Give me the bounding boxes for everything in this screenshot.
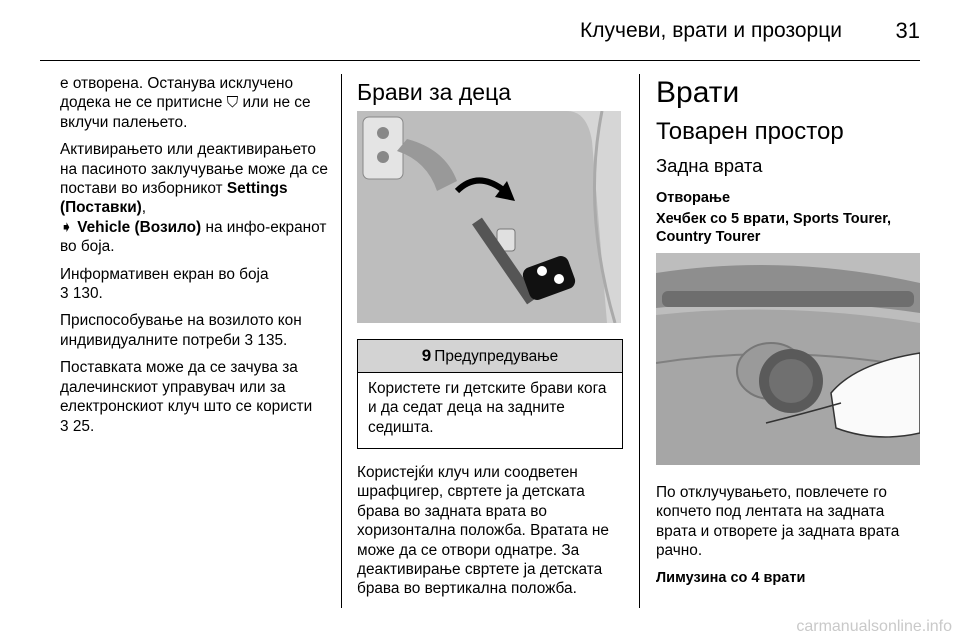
warning-header (358, 340, 622, 373)
warning-title: Предупредување (434, 348, 559, 365)
child-lock-illustration (357, 111, 621, 323)
page-reference: 3 130. (60, 285, 103, 303)
paragraph: По отклучувањето, повлечете го копчето под лентата на задната врата и отворете ја задната врата рачно. (656, 484, 900, 560)
tailgate-drawing (656, 253, 920, 465)
menu-vehicle: Vehicle (Возило) (77, 218, 202, 236)
paragraph (60, 311, 332, 350)
text: Информативен екран во боја (60, 265, 269, 283)
paragraph (60, 265, 332, 304)
child-lock-drawing (357, 111, 621, 323)
page-number: 31 (895, 18, 920, 43)
paragraph (60, 140, 332, 256)
chapter-title: Клучеви, врати и прозорци (580, 19, 842, 42)
tailgate-illustration (656, 253, 920, 465)
text: на инфо-екранот во боја. (60, 218, 327, 256)
column-divider-left (341, 74, 342, 608)
page-reference: 3 135. (244, 331, 288, 349)
header-divider (40, 60, 920, 61)
paragraph: Користејќи клуч или соодветен шрафцигер, свртете ја детската брава во задната врата во хоризонтална положба. Вратата не може да се отвори однатре. За деактивирање свртете ја детската брава во вертикална положба. (357, 464, 609, 598)
section-heading: Врати (656, 76, 740, 109)
paragraph (60, 358, 332, 436)
text: Активирањето или деактивирањето на пасиното заклучување може да се постави во изборникот (60, 141, 328, 198)
variant-heading: Лимузина со 4 врати (656, 569, 806, 586)
page-reference: 3 25. (60, 417, 95, 435)
subsection-heading: Товарен простор (656, 118, 844, 145)
middle-column-body (357, 463, 629, 607)
text: , (141, 199, 147, 217)
subsubsection-heading: Задна врата (656, 155, 763, 176)
warning-box (357, 339, 623, 449)
right-column-body (656, 483, 922, 589)
right-column (656, 74, 922, 249)
text: Приспособување на возилото кон индивидуалните потреби (60, 312, 302, 349)
warning-icon: 9 (421, 346, 432, 365)
topic-heading: Отворање (656, 190, 731, 206)
left-column (60, 74, 332, 444)
menu-settings: Settings (Поставки) (60, 180, 288, 217)
watermark: carmanualsonline.info (796, 618, 952, 635)
text: Поставката може да се зачува за далечинскиот управувач или за електронскиот клуч што се користи (60, 359, 313, 416)
arrow-icon: ➧ (60, 218, 73, 236)
column-divider-right (639, 74, 640, 608)
paragraph: е отворена. Останува исклучено додека не се притисне ⛉ или не се вклучи палењето. (60, 75, 311, 131)
page-header (0, 0, 960, 62)
warning-text: Користете ги детските брави кога и да седат деца на задните седишта. (368, 380, 607, 436)
variant-heading: Хечбек со 5 врати, Sports Tourer, Country Tourer (656, 210, 892, 245)
section-heading: Брави за деца (357, 79, 512, 105)
